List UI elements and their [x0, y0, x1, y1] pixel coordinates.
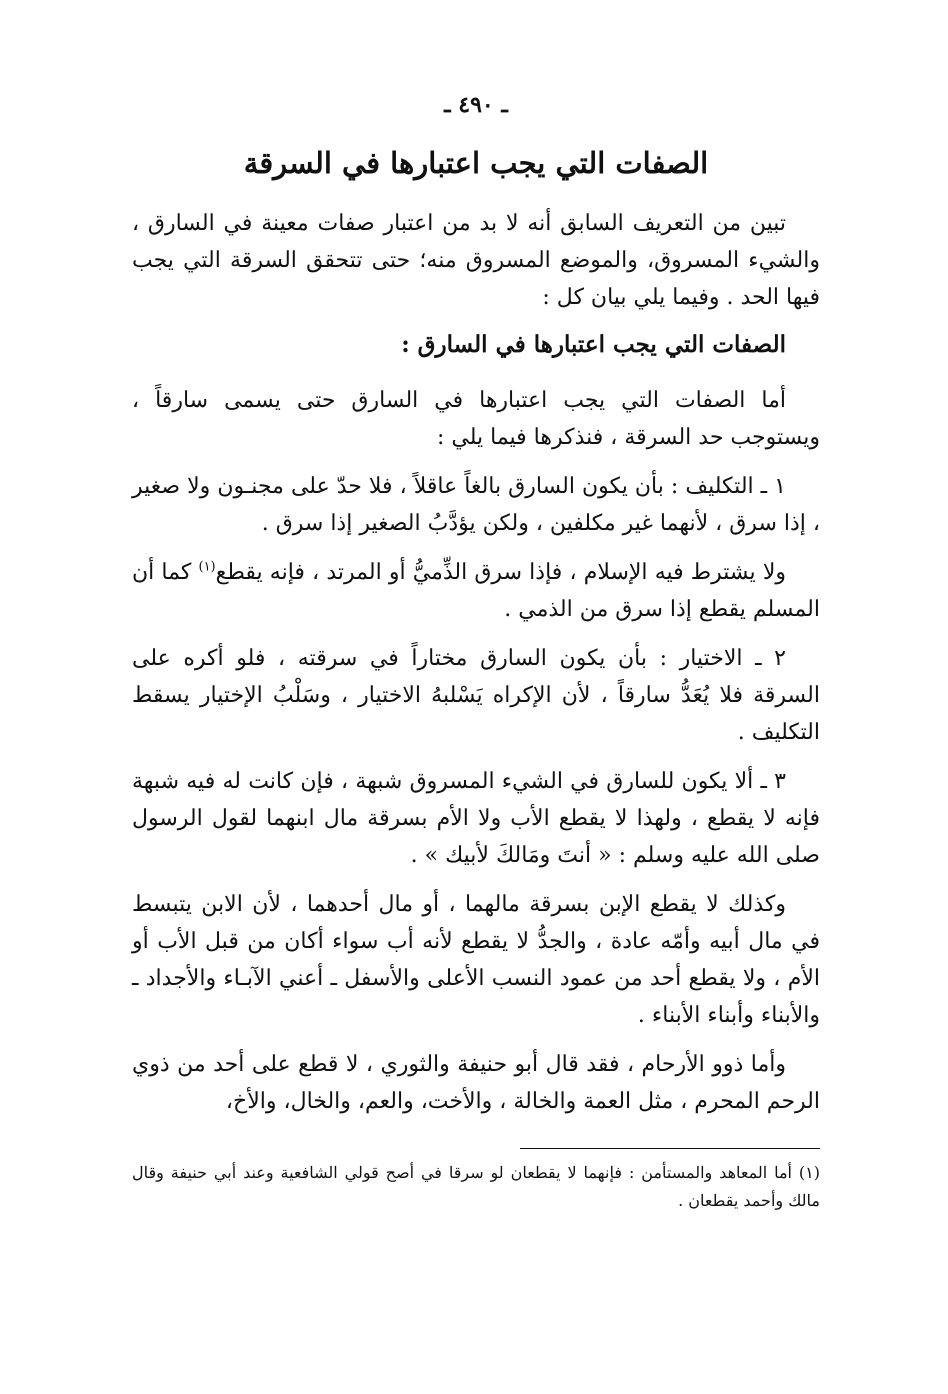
paragraph-taklif: ١ ـ التكليف : بأن يكون السارق بالغاً عاقلاً ، فلا حدّ على مجنـون ولا صغير ، إذا سرق ، لأنهما غير مكلفين ، ولكن يؤدَّبُ الصغير إذا سرق .	[132, 473, 820, 536]
paragraph-attributes-intro: أما الصفات التي يجب اعتبارها في السارق حتى يسمى سارقاً ، ويستوجب حد السرقة ، فنذكرها فيما يلي :	[132, 387, 820, 450]
footnote-1: (١) أما المعاهد والمستأمن : فإنهما لا يقطعان لو سرقا في أصح قولي الشافعية وعند أبي حنيفة وقال مالك وأحمد يقطعان .	[132, 1162, 820, 1210]
footnote-marker: (١)	[198, 559, 216, 575]
intro-paragraph: تبين من التعريف السابق أنه لا بد من اعتبار صفات معينة في السارق ، والشيء المسروق، والموضع المسروق منه؛ حتى تتحقق السرقة التي يجب فيها الحد . وفيما يلي بيان كل :	[132, 210, 820, 310]
footnotes	[132, 1159, 820, 1215]
paragraph-ikhtiyar: ٢ ـ الاختيار : بأن يكون السارق مختاراً في سرقته ، فلو أكره على السرقة فلا يُعَدُّ سارقاً ، لأن الإكراه يَسْلبهُ الاختيار ، وسَلْبُ الإختيار يسقط التكليف .	[132, 645, 820, 745]
page-number: ـ ٤٩٠ ـ	[444, 92, 508, 118]
section-title: الصفات التي يجب اعتبارها في السرقة	[243, 146, 709, 180]
paragraph-relatives: وأما ذوو الأرحام ، فقد قال أبو حنيفة والثوري ، لا قطع على أحد من ذوي الرحم المحرم ، مثل العمة والخالة ، والأخت، والعم، والخال، والأخ،	[132, 1051, 820, 1114]
paragraph-dhimmi-text-end: كما أن المسلم يقطع إذا سرق من الذمي .	[132, 559, 820, 622]
paragraph-son-grandfather: وكذلك لا يقطع الإبن بسرقة مالهما ، أو مال أحدهما ، لأن الابن يتبسط في مال أبيه وأمّه عادة ، والجدُّ لا يقطع لأنه أب سواء أكان من قبل الأب أو الأم ، ولا يقطع أحد من عمود النسب الأعلى والأسفل ـ أعني الآبـاء والأجداد ـ والأبناء وأبناء الأبناء .	[132, 891, 820, 1028]
paragraph-shubha: ٣ ـ ألا يكون للسارق في الشيء المسروق شبهة ، فإن كانت له فيه شبهة فإنه لا يقطع ، ولهذا لا يقطع الأب ولا الأم بسرقة مال ابنهما لقول الرسول صلى الله عليه وسلم : « أنتَ ومَالكَ لأبيك » .	[132, 768, 820, 868]
paragraph-dhimmi-text: ولا يشترط فيه الإسلام ، فإذا سرق الذِّميُّ أو المرتد ، فإنه يقطع	[215, 559, 787, 585]
footnote-divider	[520, 1148, 820, 1149]
subheading-thief-attributes: الصفات التي يجب اعتبارها في السارق :	[401, 330, 786, 358]
paragraph-dhimmi	[132, 554, 820, 628]
